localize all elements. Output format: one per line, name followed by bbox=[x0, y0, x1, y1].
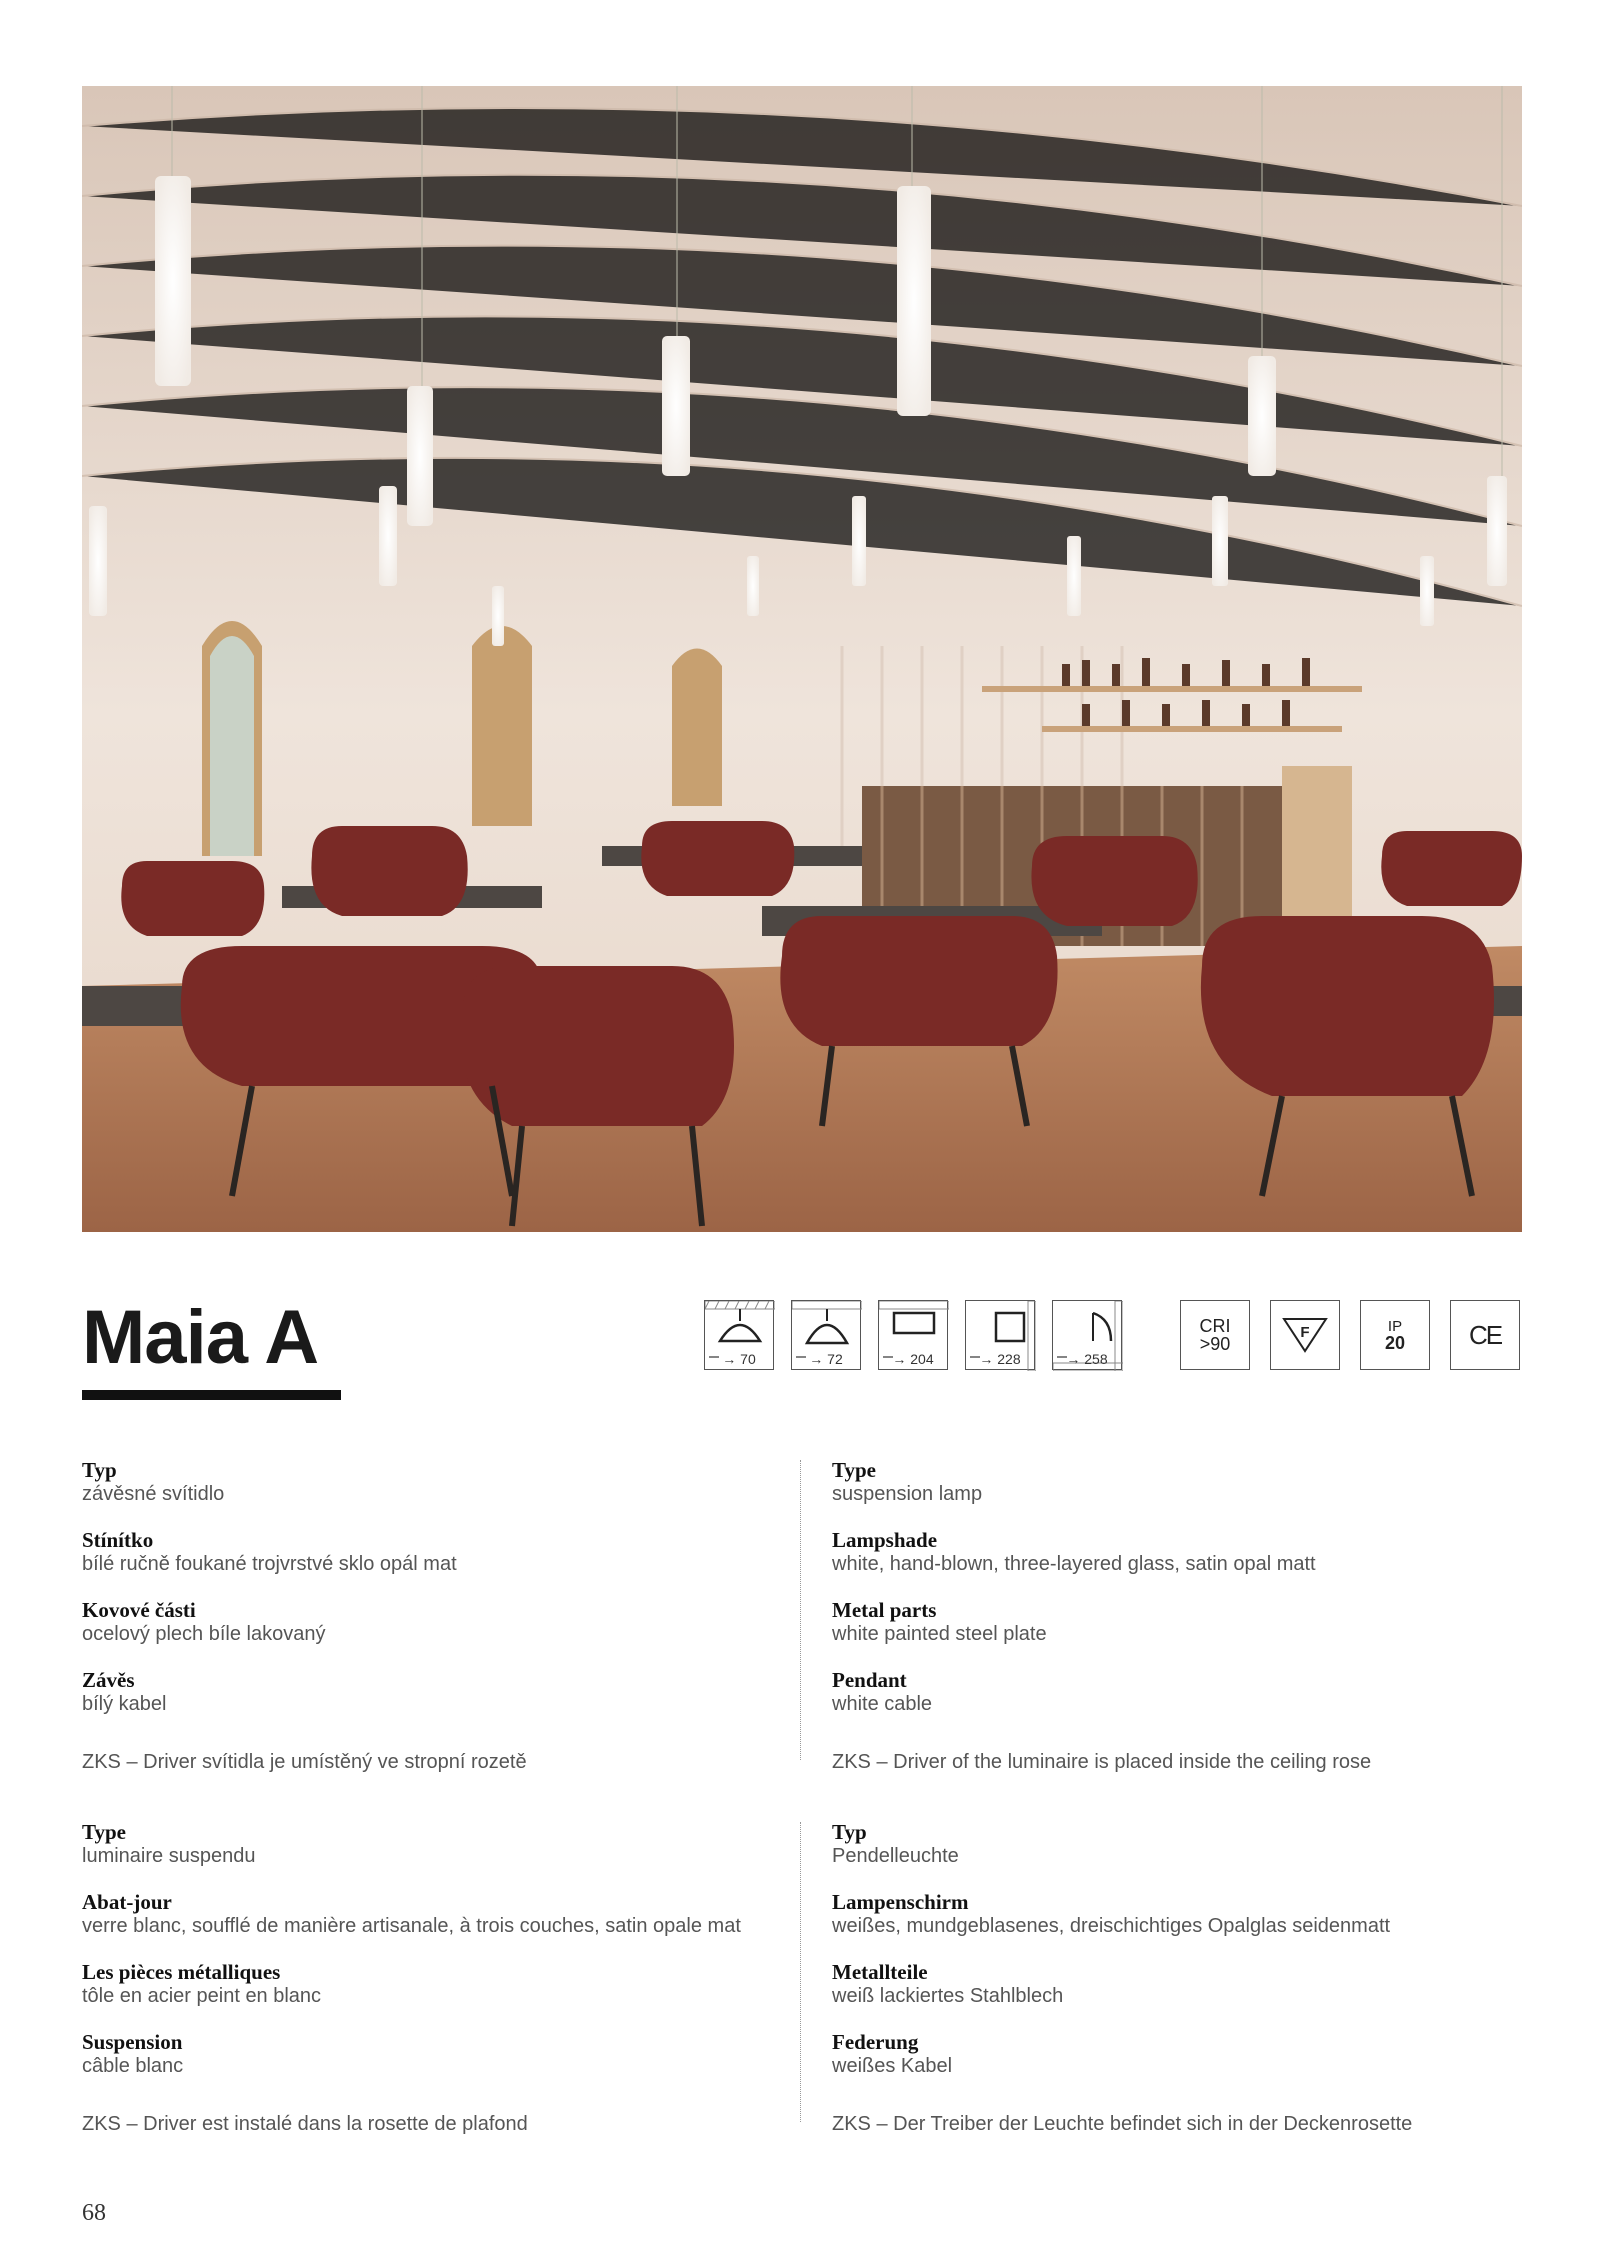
spec-value: white cable bbox=[832, 1693, 933, 1715]
spec-label: Suspension bbox=[82, 2030, 183, 2054]
spec-value: ocelový plech bíle lakovaný bbox=[82, 1623, 326, 1645]
spec-entry bbox=[82, 2030, 782, 2078]
spec-value: verre blanc, soufflé de manière artisanale, à trois couches, satin opale mat bbox=[82, 1915, 741, 1937]
mount-value: → 72 bbox=[809, 1351, 843, 1367]
spec-entry bbox=[82, 1598, 782, 1646]
spec-icons bbox=[0, 1300, 1600, 1372]
spec-entry bbox=[832, 2030, 1532, 2078]
spec-label: Metallteile bbox=[832, 1960, 928, 1984]
spec-note: ZKS – Driver est instalé dans la rosette de plafond bbox=[82, 2113, 528, 2135]
spec-entry bbox=[82, 1668, 782, 1716]
ce-mark-text: CE bbox=[1468, 1320, 1502, 1350]
spec-value: závěsné svítidlo bbox=[82, 1483, 225, 1505]
restaurant-illustration bbox=[82, 86, 1522, 1232]
pendant-bell-icon bbox=[791, 1300, 861, 1370]
wall-square-icon bbox=[965, 1300, 1035, 1370]
ip-value: 20 bbox=[1384, 1332, 1406, 1353]
spec-entry bbox=[82, 1960, 782, 2008]
spec-value: Pendelleuchte bbox=[832, 1845, 959, 1867]
spec-value: luminaire suspendu bbox=[82, 1845, 256, 1867]
column-divider bbox=[800, 1460, 801, 1760]
spec-note: ZKS – Driver svítidla je umístěný ve stropní rozetě bbox=[82, 1751, 527, 1773]
spec-value: white, hand-blown, three-layered glass, satin opal matt bbox=[832, 1553, 1316, 1575]
spec-entry bbox=[82, 1528, 782, 1576]
spec-value: weiß lackiertes Stahlblech bbox=[832, 1985, 1064, 2007]
hero-photo bbox=[82, 86, 1522, 1232]
spec-label: Metal parts bbox=[832, 1598, 937, 1622]
f-mark-letter: F bbox=[1300, 1324, 1310, 1341]
spec-entry bbox=[82, 1890, 782, 1938]
spec-note: ZKS – Der Treiber der Leuchte befindet sich in der Deckenrosette bbox=[832, 2113, 1413, 2135]
f-mark-icon bbox=[1270, 1300, 1340, 1370]
spec-column-fr bbox=[82, 1820, 782, 2136]
spec-label: Type bbox=[82, 1820, 126, 1844]
spec-label: Les pièces métalliques bbox=[82, 1960, 281, 1984]
spec-entry bbox=[832, 1890, 1532, 1938]
mount-value: → 228 bbox=[979, 1351, 1021, 1367]
cri-value: >90 bbox=[1199, 1334, 1231, 1354]
spec-entry bbox=[832, 1458, 1532, 1506]
spec-value: bílé ručně foukané trojvrstvé sklo opál mat bbox=[82, 1553, 457, 1575]
spec-label: Kovové části bbox=[82, 1598, 196, 1622]
spec-label: Stínítko bbox=[82, 1528, 154, 1552]
spec-label: Typ bbox=[82, 1458, 117, 1482]
spec-label: Závěs bbox=[82, 1668, 135, 1692]
spec-note: ZKS – Driver of the luminaire is placed inside the ceiling rose bbox=[832, 1751, 1372, 1773]
cri-label: CRI bbox=[1199, 1316, 1231, 1336]
column-divider bbox=[800, 1822, 801, 2122]
spec-column-de bbox=[832, 1820, 1532, 2136]
spec-entry bbox=[832, 1528, 1532, 1576]
spec-value: tôle en acier peint en blanc bbox=[82, 1985, 322, 2007]
spec-label: Pendant bbox=[832, 1668, 907, 1692]
spec-value: white painted steel plate bbox=[832, 1623, 1047, 1645]
spec-value: suspension lamp bbox=[832, 1483, 983, 1505]
corner-mount-icon bbox=[1052, 1300, 1122, 1370]
page-number: 68 bbox=[82, 2200, 106, 2226]
mount-value: → 258 bbox=[1066, 1351, 1108, 1367]
spec-entry bbox=[82, 1820, 782, 1868]
spec-label: Typ bbox=[832, 1820, 867, 1844]
spec-entry bbox=[832, 1820, 1532, 1868]
spec-entry bbox=[832, 1960, 1532, 2008]
spec-value: weißes Kabel bbox=[832, 2055, 953, 2077]
spec-column-cz bbox=[82, 1458, 782, 1774]
product-title: Maia A bbox=[82, 1295, 319, 1380]
spec-column-en bbox=[832, 1458, 1532, 1774]
spec-entry bbox=[832, 1598, 1532, 1646]
spec-label: Abat-jour bbox=[82, 1890, 172, 1914]
pendant-dome-icon bbox=[704, 1300, 774, 1370]
spec-value: câble blanc bbox=[82, 2055, 184, 2077]
spec-value: bílý kabel bbox=[82, 1693, 167, 1715]
mount-value: → 70 bbox=[722, 1351, 756, 1367]
title-underline bbox=[82, 1390, 341, 1400]
spec-label: Lampshade bbox=[832, 1528, 938, 1552]
spec-label: Lampenschirm bbox=[832, 1890, 969, 1914]
ceiling-panel-icon bbox=[878, 1300, 948, 1370]
ip-rating-badge bbox=[1360, 1300, 1430, 1370]
spec-label: Federung bbox=[832, 2030, 919, 2054]
mount-value: → 204 bbox=[892, 1351, 934, 1367]
ce-mark-icon bbox=[1450, 1300, 1520, 1370]
spec-label: Type bbox=[832, 1458, 876, 1482]
cri-badge bbox=[1180, 1300, 1250, 1370]
spec-entry bbox=[832, 1668, 1532, 1716]
spec-value: weißes, mundgeblasenes, dreischichtiges Opalglas seidenmatt bbox=[832, 1915, 1391, 1937]
ip-label: IP bbox=[1387, 1317, 1403, 1335]
spec-entry bbox=[82, 1458, 782, 1506]
